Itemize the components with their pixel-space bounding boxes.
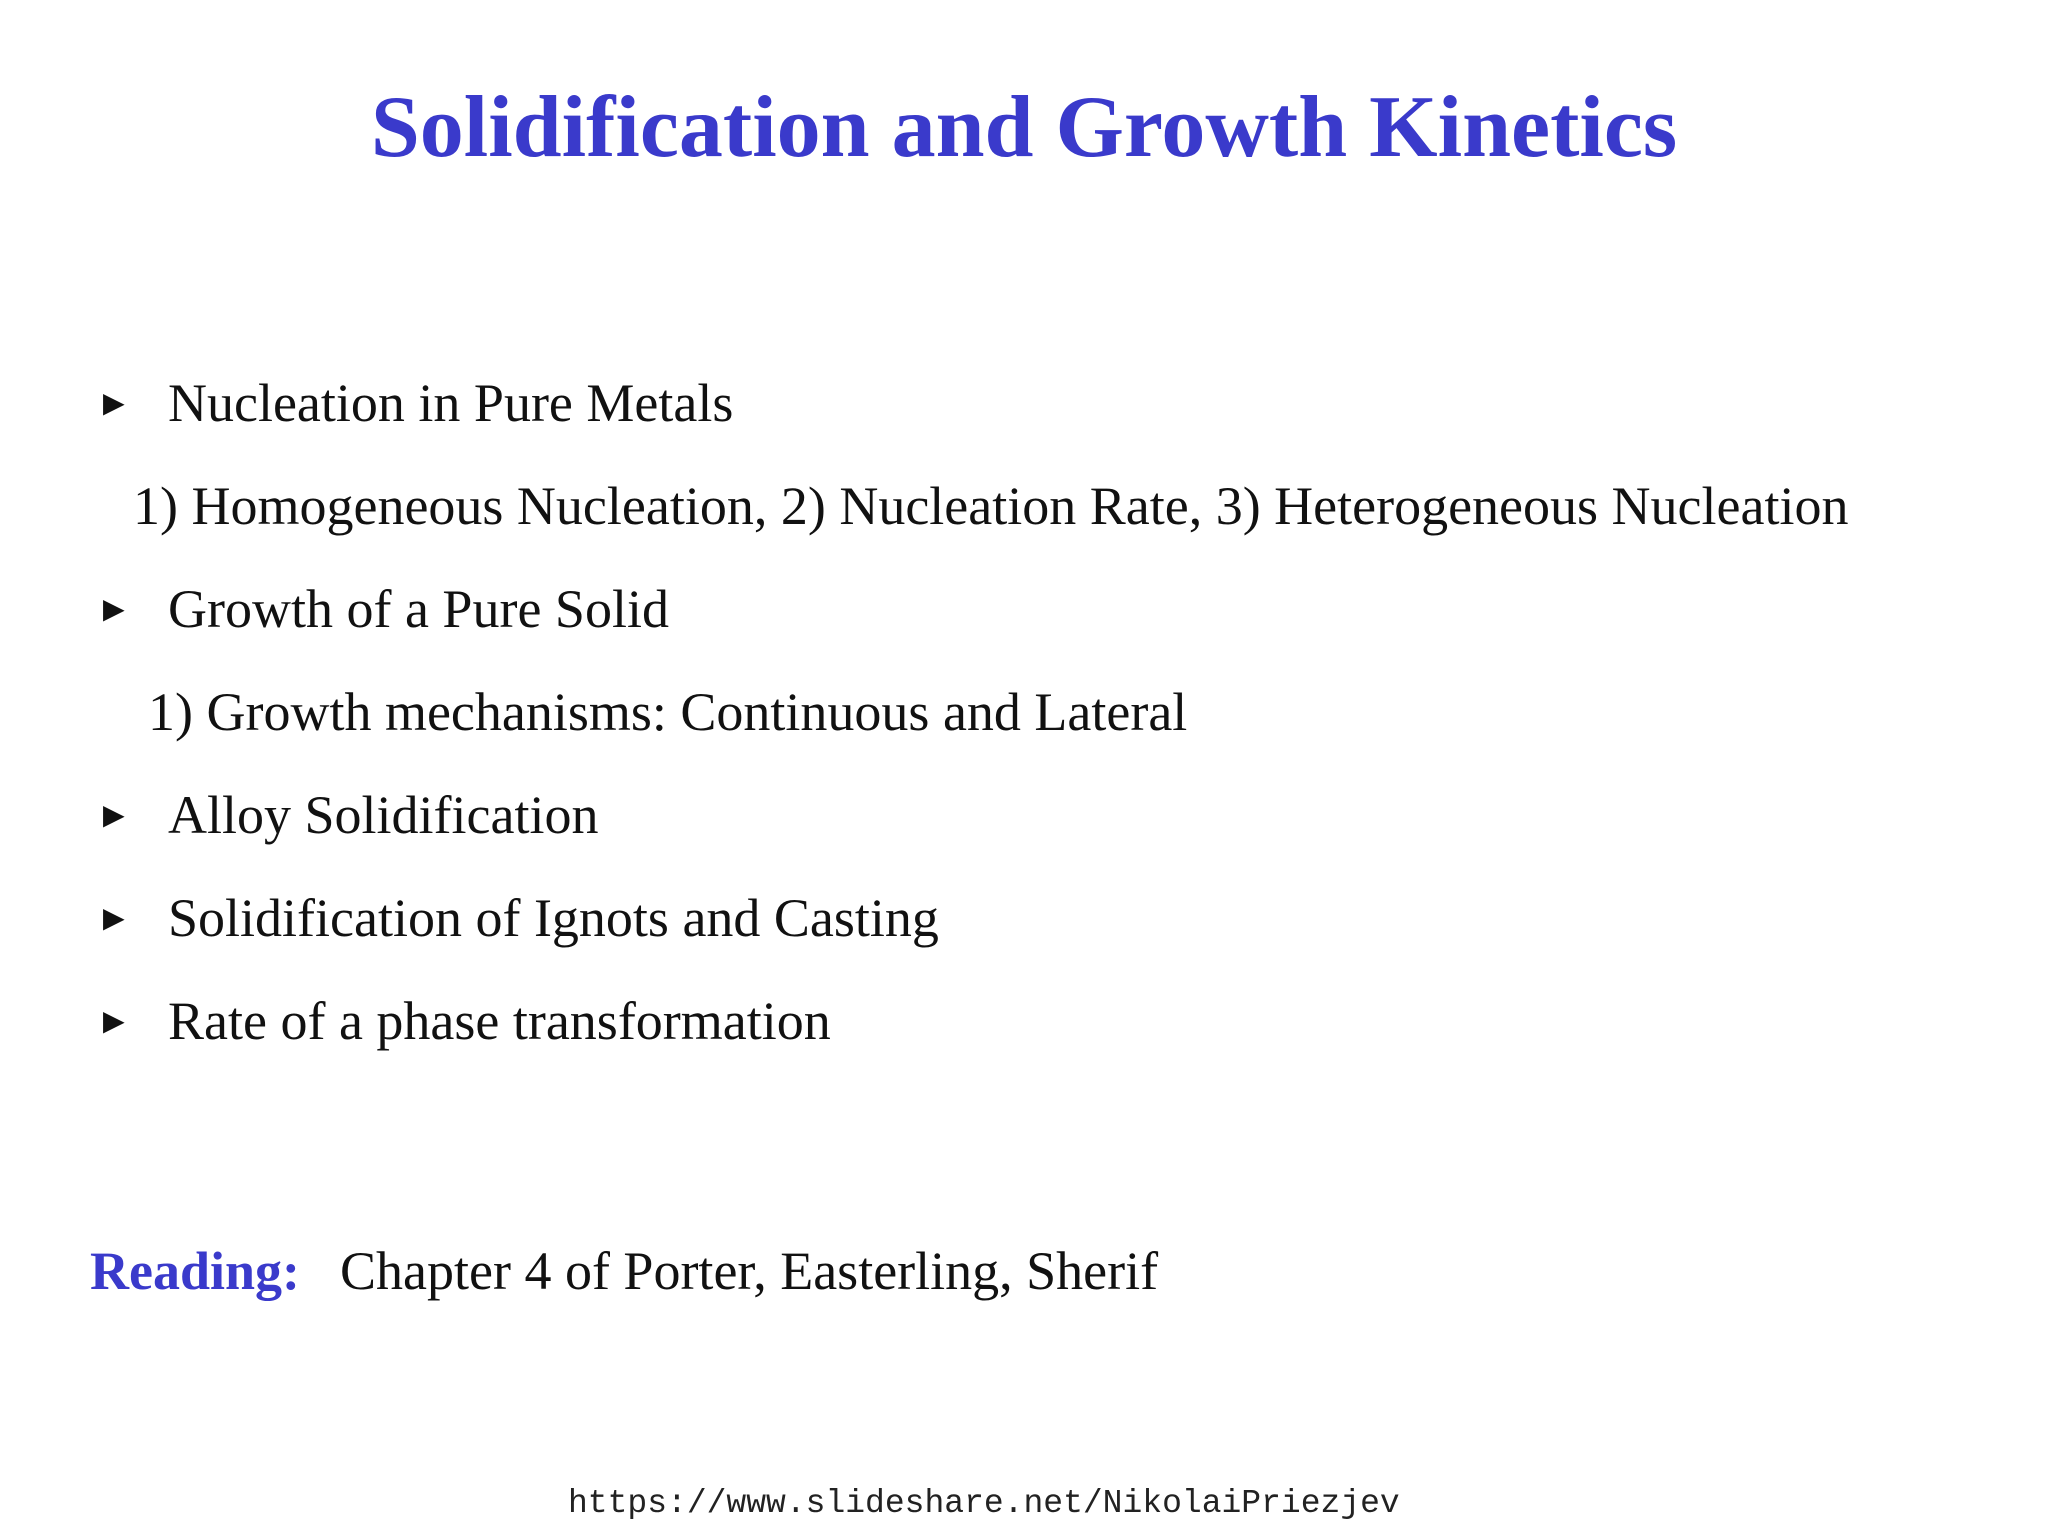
bullet-arrow-icon: ►	[96, 1001, 132, 1041]
outline-item-nucleation: Nucleation in Pure Metals	[168, 373, 734, 433]
bullet-arrow-icon: ►	[96, 898, 132, 938]
outline-subitem-growth-mechanisms: 1) Growth mechanisms: Continuous and Lateral	[148, 682, 1188, 742]
outline-item-ignots: Solidification of Ignots and Casting	[168, 888, 939, 948]
bullet-arrow-icon: ►	[96, 589, 132, 629]
footer-url: https://www.slideshare.net/NikolaiPriezjev	[568, 1485, 1400, 1522]
outline-item-alloy: Alloy Solidification	[168, 785, 599, 845]
reading-text: Chapter 4 of Porter, Easterling, Sherif	[340, 1241, 1159, 1301]
bullet-arrow-icon: ►	[96, 795, 132, 835]
outline-item-rate: Rate of a phase transformation	[168, 991, 831, 1051]
outline-subitem-nucleation-types: 1) Homogeneous Nucleation, 2) Nucleation Rate, 3) Heterogeneous Nucleation	[133, 476, 1849, 536]
bullet-arrow-icon: ►	[96, 383, 132, 423]
slide-title: Solidification and Growth Kinetics	[370, 79, 1678, 176]
outline-item-growth: Growth of a Pure Solid	[168, 579, 669, 639]
reading-label: Reading:	[90, 1241, 301, 1301]
